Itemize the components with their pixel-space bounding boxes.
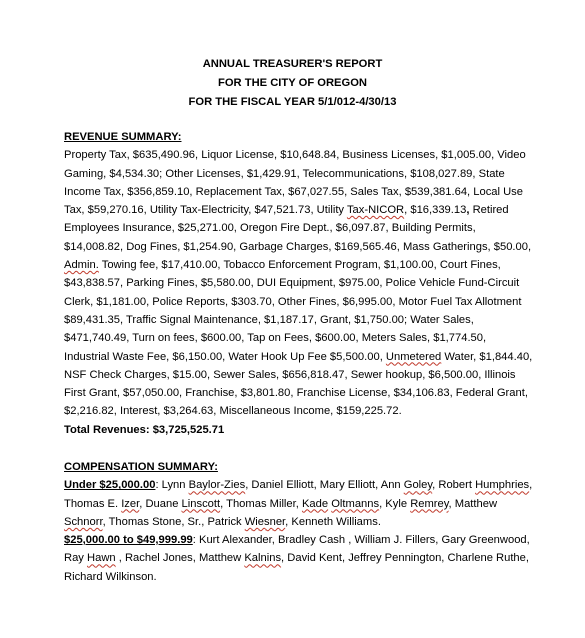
name-schnorr: Schnorr (64, 515, 103, 528)
revenue-word-unmetered: Unmetered (385, 350, 442, 363)
bracket-label-25000-49999: $25,000.00 to $49,999.99 (64, 534, 193, 547)
revenue-summary-heading: REVENUE SUMMARY: (64, 131, 182, 143)
name-kalnins: Kalnins (244, 552, 282, 565)
name-remrey: Remrey (410, 497, 449, 510)
revenue-summary-section (64, 128, 534, 439)
name-hawn: Hawn (87, 552, 116, 565)
revenue-text-2b: , (466, 204, 473, 217)
compensation-bracket-under-25000 (64, 476, 534, 531)
revenue-text-4: Towing fee, $17,410.00, Tobacco Enforcement Program, $1,100.00, Court Fines, $43,838.57, Parking Fines, $5,580.00, DUI Equipment, $975.00, Police Vehicle Fund-Circuit Clerk, $1,181.00, Police Reports, $303.70, Other Fines, $6,995.00, Motor Fuel Tax Allotment $89,431.35, Traffic Signal Maintenance, $1,187.17, Grant, $1,750.00; Water Sales, $471,740.49, Turn on fees, $600.00, Tap on Fees, $600.00, Meters Sales, $1,774.50, Industrial Waste Fee, $6,150.00, Water Hook Up Fee $5,500.00, (64, 259, 522, 363)
revenue-text-2: , $16,339.13 (404, 204, 467, 217)
name-wiesner: Wiesner (244, 515, 286, 528)
revenue-summary-text (64, 146, 534, 420)
bracket-text: , Matthew (448, 497, 498, 510)
compensation-bracket-25000-49999 (64, 531, 534, 586)
bracket-text: , Duane (139, 497, 182, 510)
revenue-text-1: Property Tax, $635,490.96, Liquor License, $10,648.84, Business Licenses, $1,005.00, Video Gaming, $4,534.30; Other Licenses, $1,429.91, Telecommunications, $108,027.89, State Income Tax, $356,859.10, Replacement Tax, $67,027.55, Sales Tax, $539,381.64, Local Use Tax, $59,270.16, Utility Tax-Electricity, $47,521.73, Utility (64, 149, 526, 217)
name-linscott: Linscott (181, 497, 221, 510)
bracket-text: , Robert (432, 479, 476, 492)
bracket-text: : Kurt Alexander, Bradley Cash , William J. Fillers, Gary Greenwood, Ray (64, 534, 530, 565)
revenue-word-tax-nicor: Tax-NICOR (346, 204, 405, 217)
bracket-text: , Daniel Elliott, Mary Elliott, Ann (245, 479, 404, 492)
bracket-label-under-25000: Under $25,000.00 (64, 479, 156, 492)
bracket-text: , David Kent, Jeffrey Pennington, Charlene Ruthe, Richard Wilkinson. (64, 552, 529, 583)
report-title: ANNUAL TREASURER'S REPORT (202, 58, 383, 70)
report-city: FOR THE CITY OF OREGON (218, 77, 367, 89)
bracket-text: , Kenneth Williams. (285, 515, 381, 528)
bracket-text: : Lynn (155, 479, 189, 492)
name-kade: Kade (301, 497, 329, 510)
name-baylor-zies: Baylor-Zies (188, 479, 246, 492)
name-goley: Goley (403, 479, 433, 492)
compensation-summary-heading: COMPENSATION SUMMARY: (64, 461, 218, 473)
bracket-text: , Rachel Jones, Matthew (115, 552, 245, 565)
revenue-word-admin: Admin. (64, 259, 99, 272)
total-revenues: Total Revenues: $3,725,525.71 (64, 423, 225, 436)
bracket-text: , Thomas Miller, (220, 497, 302, 510)
bracket-text: , Thomas Stone, Sr., Patrick (102, 515, 245, 528)
revenue-text-5: Water, $1,844.40, NSF Check Charges, $15.00, Sewer Sales, $656,818.47, Sewer hookup, $6,500.00, Illinois First Grant, $57,050.00, Franchise, $3,801.80, Franchise License, $34,106.83, Federal Grant, $2,216.82, Interest, $3,264.63, Miscellaneous Income, $159,225.72. (64, 350, 533, 418)
name-humphries: Humphries (475, 479, 530, 492)
compensation-summary-section (64, 458, 534, 586)
name-izer: Izer (121, 497, 140, 510)
bracket-text: , Thomas E. (64, 479, 533, 510)
report-fiscal-year: FOR THE FISCAL YEAR 5/1/012-4/30/13 (188, 96, 397, 108)
revenue-text-3: Retired Employees Insurance, $25,271.00, Oregon Fire Dept., $6,097.87, Building Permits, $14,008.82, Dog Fines, $1,254.90, Garbage Charges, $169,565.46, Mass Gatherings, $50.00, (64, 204, 532, 253)
name-oltmanns: Oltmanns (331, 497, 380, 510)
bracket-text: , Kyle (379, 497, 411, 510)
